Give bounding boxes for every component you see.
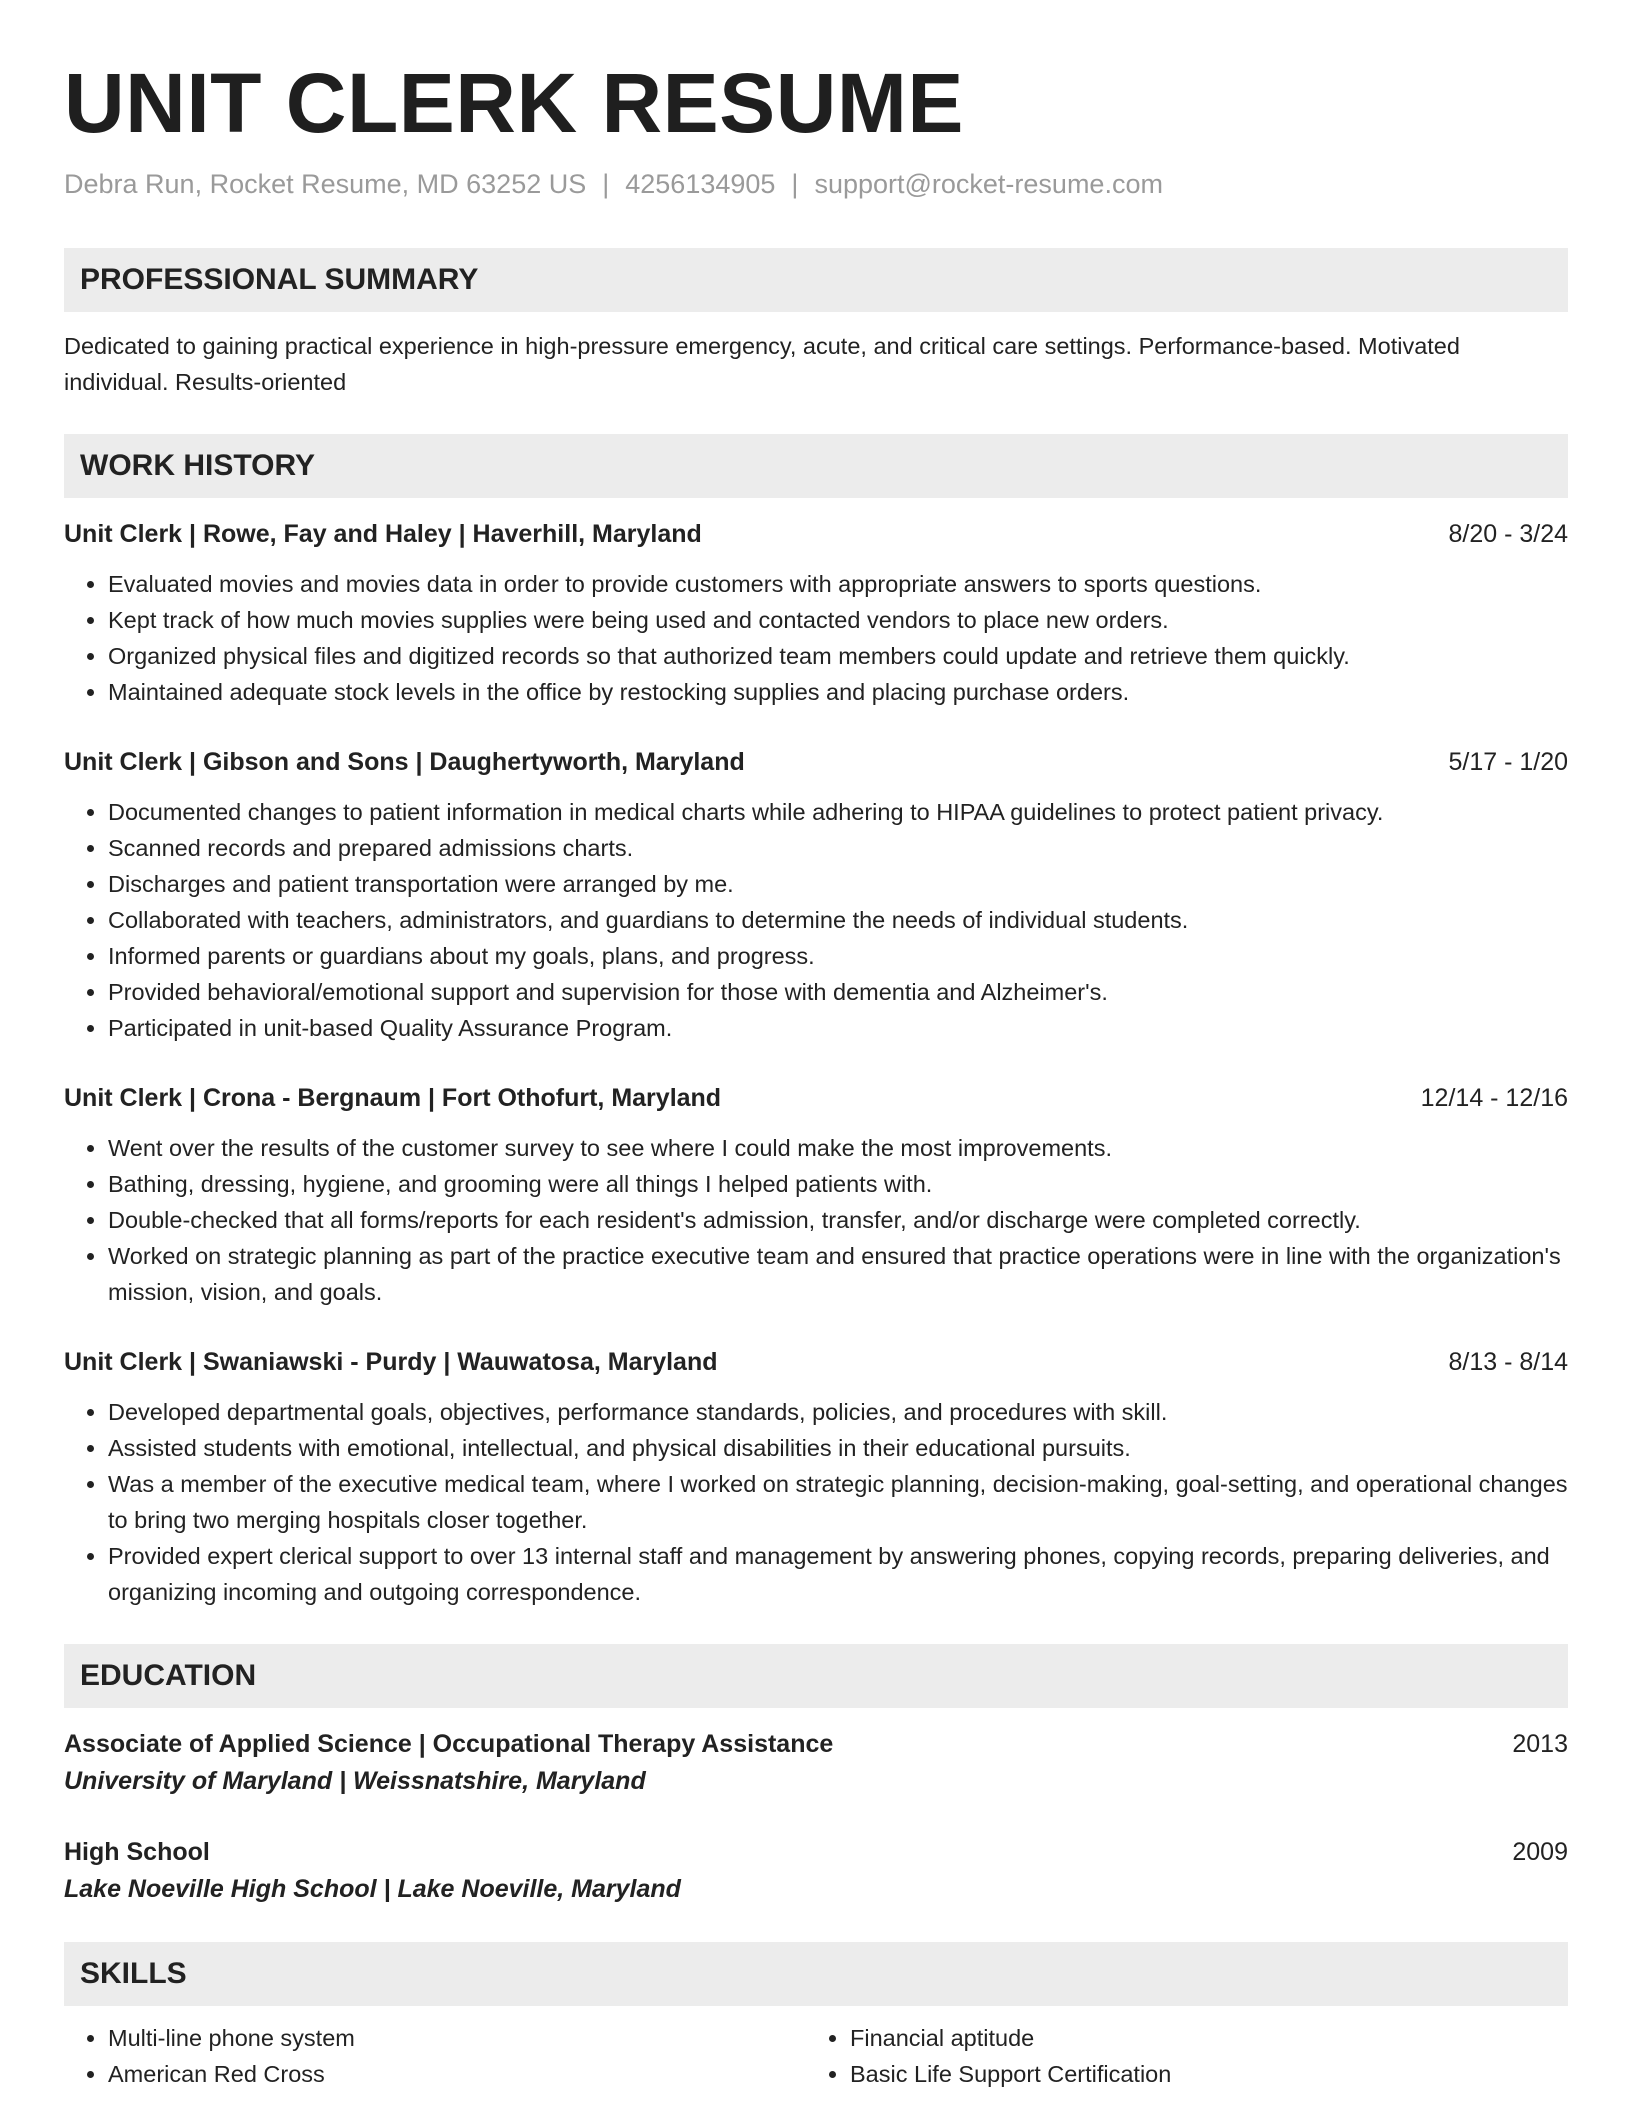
section-heading-work-history: WORK HISTORY	[64, 434, 1568, 498]
contact-separator: |	[602, 169, 610, 199]
job-header	[64, 516, 1568, 552]
section-heading-education: EDUCATION	[64, 1644, 1568, 1708]
section-heading-summary: PROFESSIONAL SUMMARY	[64, 248, 1568, 312]
job-title: Unit Clerk | Swaniawski - Purdy | Wauwatosa, Maryland	[64, 1348, 718, 1376]
job-bullet: • Worked on strategic planning as part of the practice executive team and ensured that practice operations were in line with the organization's mission, vision, and goals.	[108, 1238, 1568, 1310]
job-dates: 8/20 - 3/24	[1448, 520, 1568, 548]
job-title: Unit Clerk | Rowe, Fay and Haley | Haverhill, Maryland	[64, 520, 702, 548]
job-bullets	[64, 566, 1568, 710]
education-entry	[64, 1834, 1568, 1908]
skills-column-left	[64, 2020, 806, 2092]
contact-phone: 4256134905	[625, 169, 776, 199]
job-bullet: • Went over the results of the customer survey to see where I could make the most improvements.	[108, 1130, 1568, 1166]
skill-item: • Financial aptitude	[850, 2020, 1548, 2056]
job-bullet: • Participated in unit-based Quality Assurance Program.	[108, 1010, 1568, 1046]
job-dates: 5/17 - 1/20	[1448, 748, 1568, 776]
education-school: Lake Noeville High School | Lake Noeville, Maryland	[64, 1875, 681, 1903]
education-year: 2013	[1512, 1730, 1568, 1758]
job-entry	[64, 1344, 1568, 1610]
job-bullet: • Scanned records and prepared admissions charts.	[108, 830, 1568, 866]
job-bullet: • Evaluated movies and movies data in order to provide customers with appropriate answers to sports questions.	[108, 566, 1568, 602]
resume-title: UNIT CLERK RESUME	[64, 56, 964, 150]
contact-address: Debra Run, Rocket Resume, MD 63252 US	[64, 169, 587, 199]
job-header	[64, 1344, 1568, 1380]
job-header	[64, 1080, 1568, 1116]
job-bullet: • Discharges and patient transportation were arranged by me.	[108, 866, 1568, 902]
contact-email: support@rocket-resume.com	[814, 169, 1163, 199]
job-bullet: • Documented changes to patient information in medical charts while adhering to HIPAA guidelines to protect patient privacy.	[108, 794, 1568, 830]
contact-separator: |	[791, 169, 799, 199]
education-school: University of Maryland | Weissnatshire, Maryland	[64, 1767, 646, 1795]
job-bullet: • Kept track of how much movies supplies were being used and contacted vendors to place new orders.	[108, 602, 1568, 638]
skill-item: • American Red Cross	[108, 2056, 806, 2092]
job-bullet: • Developed departmental goals, objectives, performance standards, policies, and procedures with skill.	[108, 1394, 1568, 1430]
education-header	[64, 1834, 1568, 1870]
summary-text: Dedicated to gaining practical experience in high-pressure emergency, acute, and critical care settings. Performance-based. Motivated individual. Results-oriented	[64, 333, 1460, 395]
job-bullet: • Bathing, dressing, hygiene, and grooming were all things I helped patients with.	[108, 1166, 1568, 1202]
education-year: 2009	[1512, 1838, 1568, 1866]
job-title: Unit Clerk | Crona - Bergnaum | Fort Othofurt, Maryland	[64, 1084, 722, 1112]
job-bullets	[64, 1394, 1568, 1610]
job-entry	[64, 1080, 1568, 1310]
job-header	[64, 744, 1568, 780]
job-bullet: • Informed parents or guardians about my goals, plans, and progress.	[108, 938, 1568, 974]
education-header	[64, 1726, 1568, 1762]
job-bullet: • Provided behavioral/emotional support and supervision for those with dementia and Alzheimer's.	[108, 974, 1568, 1010]
skill-item: • Multi-line phone system	[108, 2020, 806, 2056]
contact-line	[64, 166, 1568, 202]
job-entry	[64, 516, 1568, 710]
section-heading-skills: SKILLS	[64, 1942, 1568, 2006]
job-bullet: • Assisted students with emotional, intellectual, and physical disabilities in their educational pursuits.	[108, 1430, 1568, 1466]
job-entry	[64, 744, 1568, 1046]
education-degree: Associate of Applied Science | Occupational Therapy Assistance	[64, 1730, 834, 1758]
skill-item: • Basic Life Support Certification	[850, 2056, 1548, 2092]
job-bullet: • Maintained adequate stock levels in the office by restocking supplies and placing purchase orders.	[108, 674, 1568, 710]
job-dates: 12/14 - 12/16	[1420, 1084, 1568, 1112]
job-bullet: • Double-checked that all forms/reports for each resident's admission, transfer, and/or discharge were completed correctly.	[108, 1202, 1568, 1238]
job-dates: 8/13 - 8/14	[1448, 1348, 1568, 1376]
job-bullets	[64, 794, 1568, 1046]
skills-list	[64, 2020, 1568, 2092]
education-degree: High School	[64, 1838, 210, 1866]
education-entry	[64, 1726, 1568, 1800]
skills-column-right	[806, 2020, 1548, 2092]
job-bullets	[64, 1130, 1568, 1310]
job-bullet: • Was a member of the executive medical team, where I worked on strategic planning, decision-making, goal-setting, and operational changes to bring two merging hospitals closer together.	[108, 1466, 1568, 1538]
job-bullet: • Organized physical files and digitized records so that authorized team members could update and retrieve them quickly.	[108, 638, 1568, 674]
job-title: Unit Clerk | Gibson and Sons | Daughertyworth, Maryland	[64, 748, 745, 776]
job-bullet: • Provided expert clerical support to over 13 internal staff and management by answering phones, copying records, preparing deliveries, and organizing incoming and outgoing correspondence.	[108, 1538, 1568, 1610]
job-bullet: • Collaborated with teachers, administrators, and guardians to determine the needs of individual students.	[108, 902, 1568, 938]
